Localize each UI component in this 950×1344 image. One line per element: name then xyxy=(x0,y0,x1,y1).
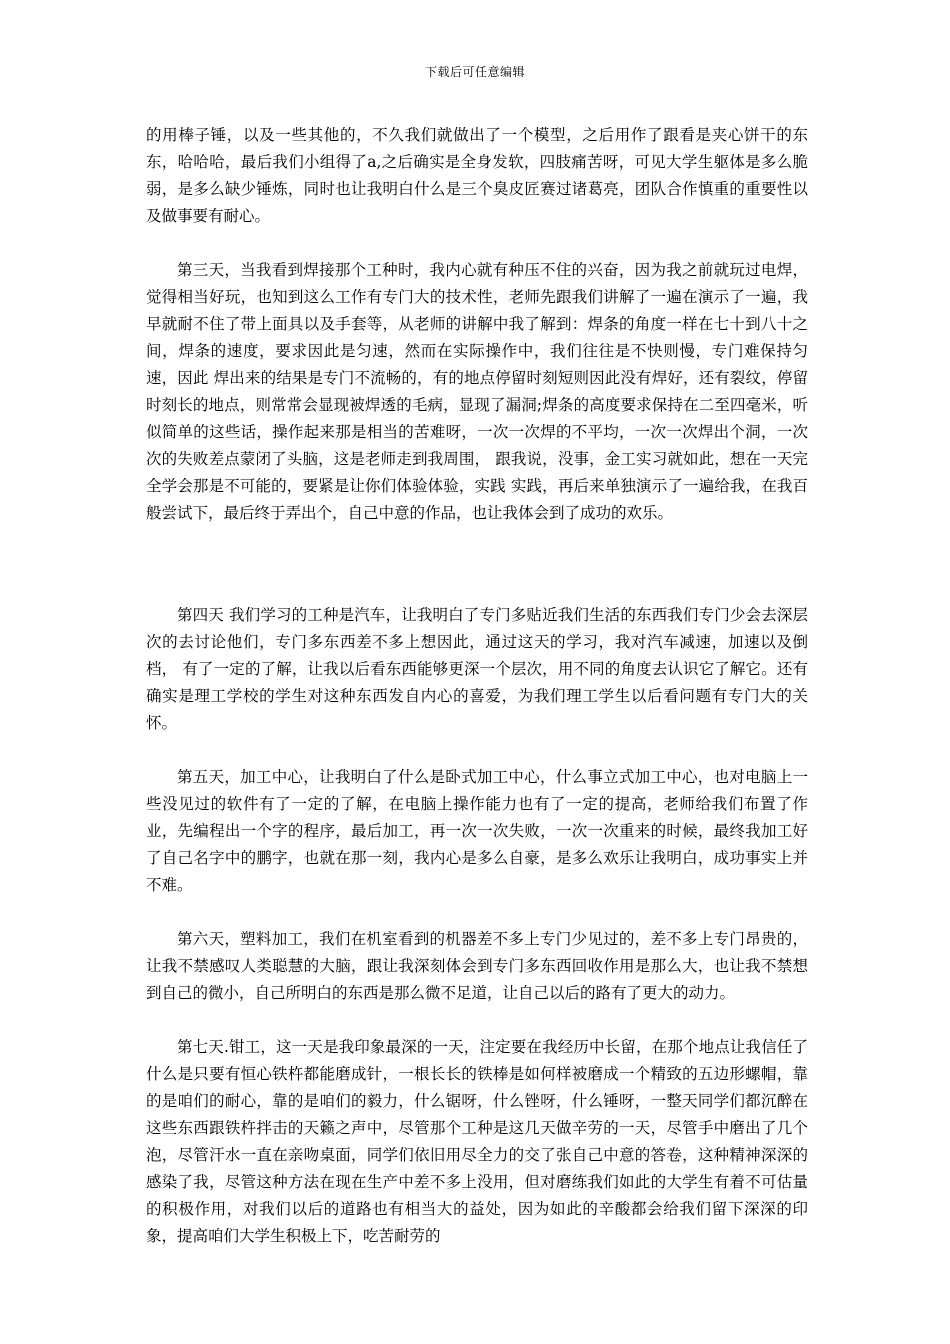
paragraph-day5: 第五天，加工中心，让我明白了什么是卧式加工中心，什么事立式加工中心，也对电脑上一些没见过的软件有了一定的了解，在电脑上操作能力也有了一定的提高，老师给我们布置了作业，先编程出一个字的程序，最后加工，再一次一次失败，一次一次重来的时候，最终我加工好了自己名字中的鹏字，也就在那一刻，我内心是多么自豪，是多么欢乐让我明白，成功事实上并不难。 xyxy=(146,768,808,894)
paragraph-day6: 第六天，塑料加工，我们在机室看到的机器差不多上专门少见过的，差不多上专门昂贵的，让我不禁感叹人类聪慧的大脑，跟让我深刻体会到专门多东西回收作用是那么大，也让我不禁想到自己的微小，自己所明白的东西是那么微不足道，让自己以后的路有了更大的动力。 xyxy=(146,930,808,1002)
page-header: 下载后可任意编辑 xyxy=(424,65,525,79)
paragraph-day4: 第四天 我们学习的工种是汽车，让我明白了专门多贴近我们生活的东西我们专门少会去深层次的去讨论他们，专门多东西差不多上想因此，通过这天的学习，我对汽车减速，加速以及倒档， 有了一定的了解，让我以后看东西能够更深一个层次，用不同的角度去认识它了解它。还有确实是理工学校的学生对这种东西发自内心的喜爱，为我们理工学生以后看问题有专门大的关怀。 xyxy=(146,606,808,732)
document-body xyxy=(146,122,808,1277)
paragraph-gap xyxy=(146,554,808,602)
paragraph-1: 的用棒子锤，以及一些其他的，不久我们就做出了一个模型，之后用作了跟看是夹心饼干的东东，哈哈哈，最后我们小组得了a,之后确实是全身发软，四肢痛苦呀，可见大学生躯体是多么脆弱，是多么缺少锤炼，同时也让我明白什么是三个臭皮匠赛过诸葛亮，团队合作慎重的重要性以及做事要有耐心。 xyxy=(146,126,808,225)
paragraph-day7: 第七天.钳工，这一天是我印象最深的一天，注定要在我经历中长留，在那个地点让我信任了什么是只要有恒心铁杵都能磨成针，一根长长的铁棒是如何样被磨成一个精致的五边形螺帽，靠的是咱们的耐心，靠的是咱们的毅力，什么锯呀，什么锉呀，什么锤呀，一整天同学们都沉醉在这些东西跟铁杵拌击的天籁之声中，尽管那个工种是这几天做辛劳的一天，尽管手中磨出了几个泡，尽管汗水一直在亲吻桌面，同学们依旧用尽全力的交了张自己中意的答卷，这种精神深深的感染了我，尽管这种方法在现在生产中差不多上没用，但对磨练我们如此的大学生有着不可估量的积极作用，对我们以后的道路也有相当大的益处，因为如此的辛酸都会给我们留下深深的印象，提高咱们大学生积极上下，吃苦耐劳的 xyxy=(146,1038,808,1245)
paragraph-day3: 第三天，当我看到焊接那个工种时，我内心就有种压不住的兴奋，因为我之前就玩过电焊，觉得相当好玩，也知到这么工作有专门大的技术性，老师先跟我们讲解了一遍在演示了一遍，我早就耐不住了带上面具以及手套等，从老师的讲解中我了解到：焊条的角度一样在七十到八十之间，焊条的速度，要求因此是匀速，然而在实际操作中，我们往往是不快则慢，专门难保持匀速，因此 焊出来的结果是专门不流畅的，有的地点停留时刻短则因此没有焊好，还有裂纹，停留时刻长的地点，则常常会显现被焊透的毛病，显现了漏洞;焊条的高度要求保持在二至四毫米，听似简单的这些话，操作起来那是相当的苦难呀，一次一次焊的不平均，一次一次焊出个洞，一次次的失败差点蒙闭了头脑，这是老师走到我周围， 跟我说，没事，金工实习就如此，想在一天完全学会那是不可能的，要紧是让你们体验体验，实践 实践，再后来单独演示了一遍给我，在我百般尝试下，最后终于弄出个，自己中意的作品，也让我体会到了成功的欢乐。 xyxy=(146,261,808,522)
